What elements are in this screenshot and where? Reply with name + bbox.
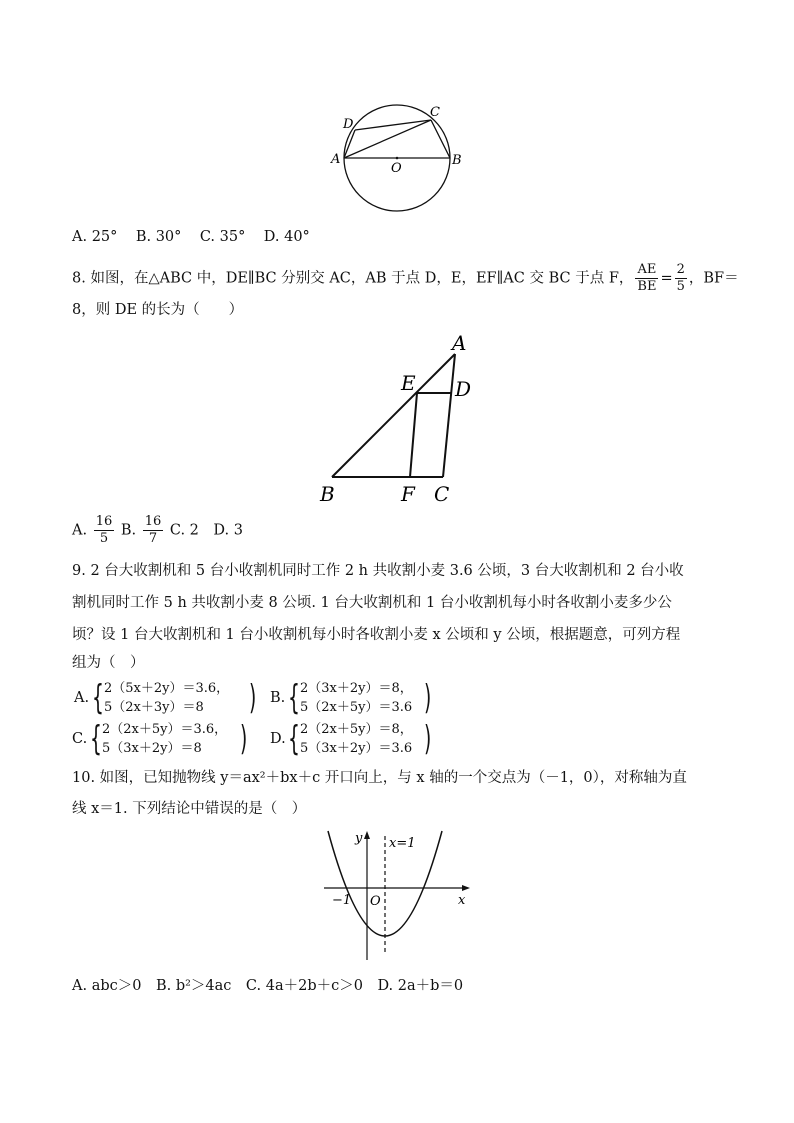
label-d: D <box>455 377 472 401</box>
label-d: D <box>343 117 354 132</box>
right-paren-icon: ) <box>249 678 257 718</box>
label-neg1: −1 <box>332 893 352 908</box>
parabola-figure <box>320 826 475 966</box>
right-paren-icon: ) <box>424 719 432 759</box>
label-o: O <box>391 161 402 176</box>
q9-option-a-label: A. <box>74 690 90 706</box>
left-brace-icon: { <box>92 678 104 718</box>
q7-option-b: B. 30° <box>135 229 182 245</box>
q8-text-2: ，BF＝ <box>688 270 739 287</box>
label-a: A <box>452 331 467 355</box>
q9-line3: 顷？设 1 台大收割机和 1 台小收割机每小时各收割小麦 x 公顷和 y 公顷，根据题意，可列方程 <box>72 627 681 643</box>
q9-line1: 9. 2 台大收割机和 5 台小收割机同时工作 2 h 共收割小麦 3.6 公顷，3 台大收割机和 2 台小收 <box>72 563 684 579</box>
q8-stem-line1 <box>72 262 739 295</box>
label-o: O <box>370 894 381 909</box>
q9-option-b-eq1: 2（3x＋2y）＝8， <box>300 681 413 696</box>
y-axis-arrow-icon <box>364 831 370 839</box>
q7-option-c: C. 35° <box>199 229 246 245</box>
label-e: E <box>401 371 416 395</box>
q8-equals: = <box>660 270 673 287</box>
label-b: B <box>320 482 335 506</box>
q9-option-b-eq2: 5（2x＋5y）＝3.6 <box>300 700 413 715</box>
q7-option-d: D. 40° <box>263 229 310 245</box>
right-paren-icon: ) <box>424 678 432 718</box>
label-f: F <box>401 482 415 506</box>
q7-options <box>72 226 310 248</box>
label-a: A <box>331 152 341 167</box>
q8-option-b-label: B. <box>120 522 137 539</box>
left-brace-icon: { <box>288 678 300 718</box>
q9-option-d-eq2: 5（3x＋2y）＝3.6 <box>300 741 413 756</box>
circle-figure <box>325 98 475 218</box>
q9-line2: 割机同时工作 5 h 共收割小麦 8 公顷. 1 台大收割机和 1 台小收割机每小时各收割小麦多少公 <box>72 595 672 611</box>
q10-line1: 10. 如图，已知抛物线 y＝ax²＋bx＋c 开口向上，与 x 轴的一个交点为（－1，0），对称轴为直 <box>72 770 687 786</box>
q8-option-a-fraction: $\frac{16}{5}$ <box>95 514 113 546</box>
triangle-figure <box>315 330 490 510</box>
q9-option-a-eq1: 2（5x＋2y）＝3.6， <box>104 681 230 696</box>
q9-option-c <box>72 719 262 761</box>
label-axis: x=1 <box>389 836 416 851</box>
side-ba <box>332 354 455 477</box>
q10-options: A. abc＞0 B. b²＞4ac C. 4a＋2b＋c＞0 D. 2a＋b＝0 <box>72 978 464 994</box>
q8-stem-line2: 8，则 DE 的长为（ ） <box>72 302 244 318</box>
segment-ef <box>410 393 417 477</box>
q8-options <box>72 514 243 547</box>
q10-line2: 线 x＝1. 下列结论中错误的是（ ） <box>72 801 307 817</box>
label-y: y <box>355 831 363 846</box>
q8-option-a-label: A. <box>72 522 88 539</box>
q7-option-a: A. 25° <box>72 229 118 245</box>
q8-text-1: 8. 如图，在△ABC 中，DE∥BC 分别交 AC，AB 于点 D，E，EF∥AC 交 BC 于点 F， <box>72 270 634 287</box>
label-c: C <box>430 105 440 120</box>
q9-option-b-label: B. <box>270 690 286 706</box>
q8-options-cd: C. 2 D. 3 <box>169 522 243 539</box>
side-ac <box>443 354 455 477</box>
center-dot <box>396 157 399 160</box>
left-brace-icon: { <box>90 719 102 759</box>
q9-option-c-eq1: 2（2x＋5y）＝3.6， <box>102 722 228 737</box>
q9-option-a <box>74 678 264 720</box>
q9-option-b <box>270 678 440 720</box>
x-axis-arrow-icon <box>462 885 470 891</box>
label-b: B <box>452 153 462 168</box>
q9-option-a-eq2: 5（2x＋3y）＝8 <box>104 700 204 715</box>
q9-line4: 组为（ ） <box>72 655 145 671</box>
q9-option-c-label: C. <box>72 731 88 747</box>
q8-ratio-fraction: $\frac{AE}{BE}$ <box>637 262 657 294</box>
q9-option-d <box>270 719 440 761</box>
q8-value-fraction: $\frac{2}{5}$ <box>676 262 685 294</box>
right-paren-icon: ) <box>240 719 248 759</box>
left-brace-icon: { <box>288 719 300 759</box>
q9-option-d-eq1: 2（2x＋5y）＝8， <box>300 722 413 737</box>
q8-option-b-fraction: $\frac{16}{7}$ <box>144 514 162 546</box>
label-x: x <box>458 893 466 908</box>
q9-option-c-eq2: 5（3x＋2y）＝8 <box>102 741 202 756</box>
q9-option-d-label: D. <box>270 731 286 747</box>
label-c: C <box>434 482 450 506</box>
